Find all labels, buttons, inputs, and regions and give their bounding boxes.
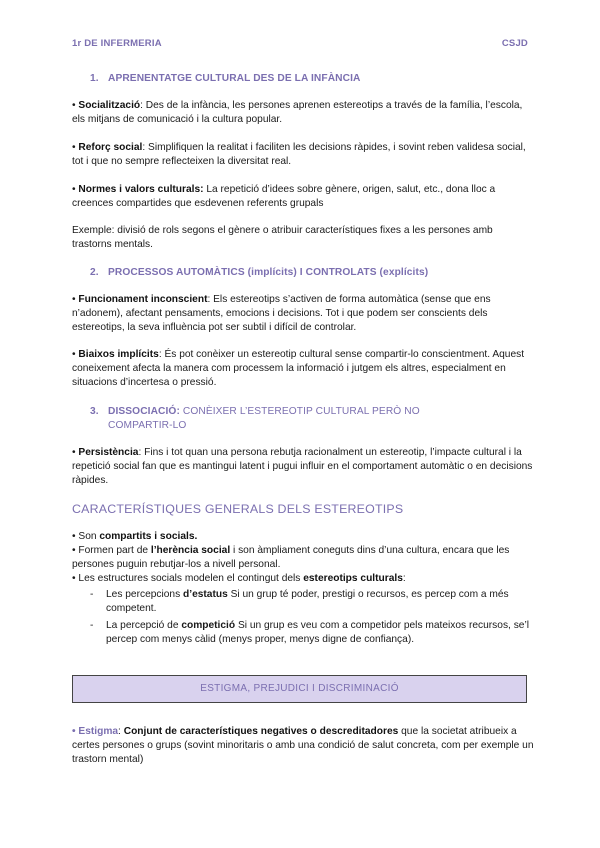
term-socialitzacio: Socialització <box>78 100 141 111</box>
header-school: CSJD <box>501 38 528 49</box>
term-estigma: Estigma <box>78 726 119 737</box>
section-banner <box>72 675 527 703</box>
section-2-number: 2. <box>90 267 99 278</box>
section-3-title-bold: DISSOCIACIÓ: <box>108 406 180 417</box>
paragraph-biaixos: • Biaixos implícits: És pot conèixer un estereotip cultural sense compartir-lo conscientment. Aquest coneixement afecta la manera com processem la informació i jutgem els altres, especialment en situacions d’incertesa o pressió. <box>72 349 525 388</box>
section-2-heading <box>90 266 428 280</box>
general-bullets <box>72 530 534 586</box>
section-3-number: 3. <box>90 406 99 417</box>
section-3-heading <box>90 405 420 433</box>
section-3-title-rest-2: COMPARTIR-LO <box>108 420 187 431</box>
bullet-herencia: • Formen part de l’herència social i son àmpliament coneguts dins d’una cultura, encara que les persones puguin rebutjar-los a nivell personal. <box>72 545 510 570</box>
section-1-number: 1. <box>90 73 99 84</box>
term-normes-valors: Normes i valors culturals: <box>78 184 204 195</box>
sub-item-estatus: - Les percepcions d’estatus Si un grup té poder, prestigi o recursos, es percep com a més competent. <box>90 589 509 614</box>
term-biaixos: Biaixos implícits <box>78 349 159 360</box>
paragraph-persistencia: • Persistència: Fins i tot quan una persona rebutja racionalment un estereotip, l’impacte cultural i la repetició social fan que es mantingui latent i pugui influir en el comportament automàtic o en decisions ràpides. <box>72 447 533 486</box>
term-reforc-social: Reforç social <box>78 142 143 153</box>
paragraph-reforc-social: • Reforç social: Simplifiquen la realitat i faciliten les decisions ràpides, i sovint reben validesa social, tot i que no sempre reflecteixen la diversitat real. <box>72 142 526 167</box>
section-1-title: APRENENTATGE CULTURAL DES DE LA INFÀNCIA <box>108 73 361 84</box>
paragraph-estigma: • Estigma: Conjunt de característiques negatives o descreditadores que la societat atribueix a certes persones o grups (sovint minoritaris o amb una condició de salut concreta, com per exemple un trastorn mental) <box>72 726 534 765</box>
term-persistencia: Persistència <box>78 447 139 458</box>
section-2-title: PROCESSOS AUTOMÀTICS (implícits) I CONTROLATS (explícits) <box>108 267 429 278</box>
section-3-title-rest: CONÈIXER L’ESTEREOTIP CULTURAL PERÒ NO <box>179 406 420 417</box>
term-funcionament: Funcionament inconscient <box>78 294 208 305</box>
sub-list <box>72 588 534 647</box>
paragraph-normes-valors: • Normes i valors culturals: La repetició d’idees sobre gènere, origen, salut, etc., dona lloc a creences compartides que esdevenen referents grupals <box>72 184 496 209</box>
paragraph-socialitzacio: • Socialització: Des de la infància, les persones aprenen estereotips a través de la família, l’escola, els mitjans de comunicació i la cultura popular. <box>72 100 523 125</box>
header-course: 1r DE INFERMERIA <box>72 38 162 49</box>
bullet-compartits: • Son compartits i socials. <box>72 531 198 542</box>
section-1-heading <box>90 72 360 86</box>
sub-item-competicio: - La percepció de competició Si un grup es veu com a competidor pels mateixos recursos, se’l percep com menys càlid (menys proper, menys digne de confiança). <box>90 620 529 645</box>
general-characteristics-heading: CARACTERÍSTIQUES GENERALS DELS ESTEREOTIPS <box>72 502 404 516</box>
bullet-estructures: • Les estructures socials modelen el contingut dels estereotips culturals: <box>72 573 406 584</box>
banner-title: ESTIGMA, PREJUDICI I DISCRIMINACIÓ <box>200 683 399 694</box>
paragraph-example: Exemple: divisió de rols segons el gènere o atribuir característiques fixes a les persones amb trastorns mentals. <box>72 225 493 250</box>
paragraph-funcionament: • Funcionament inconscient: Els estereotips s’activen de forma automàtica (sense que ens n’adonem), afectant pensaments, emocions i decisions. Tot i que podem ser conscients dels estereotips, la seva influència pot ser subtil i difícil de controlar. <box>72 294 491 333</box>
